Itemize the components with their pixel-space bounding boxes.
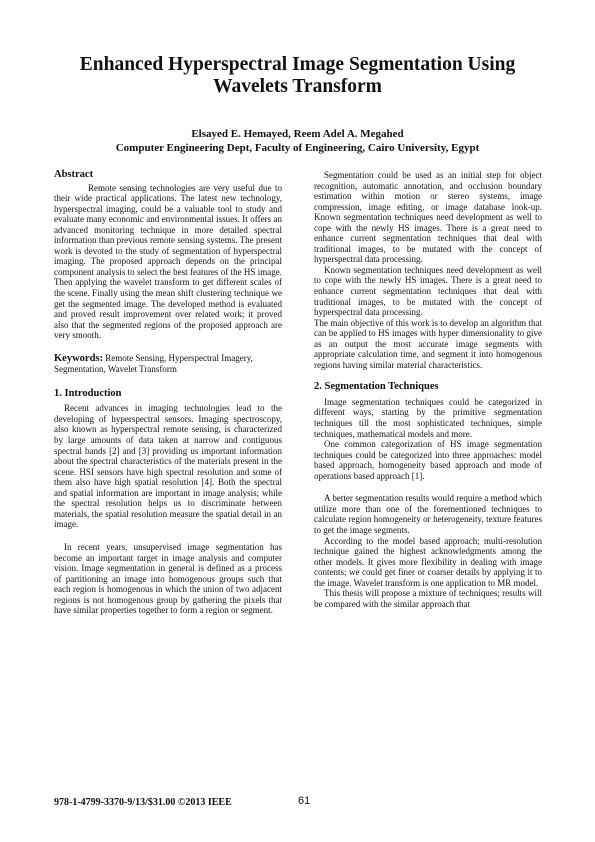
right-paragraph-3: The main objective of this work is to develop an algorithm that can be applied to HS images with hyper dimensionality to give as an output the most accurate image segments with appropriate calculation time, and segment it into homogenous regions having similar material characteristics.: [314, 317, 542, 370]
keywords-label: Keywords:: [54, 352, 103, 364]
keywords: [54, 353, 282, 375]
page-number: 61: [298, 795, 311, 807]
keywords-text: Remote Sensing, Hyperspectral Imagery, Segmentation, Wavelet Transform: [54, 352, 253, 375]
right-paragraph-1: Segmentation could be used as an initial step for object recognition, automatic annotation, and occlusion boundary estimation within motion or stereo systems, image compression, image editing, or image database look-up. Known segmentation techniques need development as well to cope with the newly HS images. There is a great need to enhance current segmentation techniques that deal with traditional images, to be mutated with the concept of hyperspectral data processing.: [314, 170, 542, 265]
author-block: [40, 127, 555, 155]
section-2-paragraph-5: This thesis will propose a mixture of techniques; results will be compared with the similar approach that: [314, 588, 542, 609]
section-2-paragraph-3: A better segmentation results would require a method which utilize more than one of the forementioned techniques to calculate region homogeneity or heterogeneity, texture features to get the image segments.: [314, 493, 542, 535]
abstract-text: Remote sensing technologies are very useful due to their wide practical applications. The latest new technology, hyperspectral imaging, could be a valuable tool to study and evaluate many economic and environmental issues. It offers an advanced monitoring technique in more detailed spectral information than previous remote sensing systems. The present work is devoted to the study of segmentation of hyperspectral imaging. The proposed approach depends on the principal component analysis to select the best features of the HS image. Then applying the wavelet transform to get different scales of the scene. Finally using the mean shift clustering technique we get the segmented image. The developed method is evaluated and proved result improvement over related work; it proved also that the segmented regions of the proposed approach are very smooth.: [54, 182, 282, 341]
left-column: [54, 170, 282, 616]
section-2-heading: 2. Segmentation Techniques: [314, 381, 439, 393]
right-column: [314, 170, 542, 609]
right-paragraph-2: Known segmentation techniques need development as well to cope with the newly HS images. There is a great need to enhance current segmentation techniques that deal with traditional images, to be mutated with the concept of hyperspectral data processing.: [314, 264, 542, 318]
section-1-paragraph-1: Recent advances in imaging technologies lead to the developing of hyperspectral sensors. Imaging spectroscopy, also known as hyperspectral remote sensing, is characterized by large amounts of data taken at narrow and contiguous spectral bands [2] and [3] providing us important information about the spectral characteristics of the materials present in the scene. HSI sensors have high spectral resolution and some of them also have high spatial resolution [4]. Both the spectral and spatial information are important in image analysis; while the spectral resolution helps us to discriminate between materials, the spatial resolution measure the spatial detail in an image.: [54, 403, 282, 530]
abstract-heading: Abstract: [54, 169, 94, 180]
copyright-footer: 978-1-4799-3370-9/13/$31.00 ©2013 IEEE: [54, 797, 232, 808]
section-1-paragraph-2: In recent years, unsupervised image segmentation has become an important target in image analysis and computer vision. Image segmentation in general is defined as a process of partitioning an image into homogenous groups such that each region is homogenous in which the union of two adjacent regions is not homogenous group by gathering the pixels that have similar properties together to form a region or segment.: [54, 541, 282, 616]
paper-title: [40, 54, 555, 98]
affiliation: Computer Engineering Dept, Faculty of Engineering, Cairo University, Egypt: [115, 142, 480, 154]
section-2-paragraph-2: One common categorization of HS image segmentation techniques could be categorized into three approaches: model based approach, homogeneity based approach and mode of operations based approach [1].: [314, 439, 542, 481]
section-2-paragraph-4: According to the model based approach; multi-resolution technique gained the highest acknowledgments among the other models. It gives more flexibility in dealing with image contents; we could get finer or coarser details by applying it to the image. Wavelet transform is one application to MR model.: [314, 535, 542, 588]
section-1-heading: 1. Introduction: [54, 387, 122, 399]
section-2-paragraph-1: Image segmentation techniques could be categorized in different ways, starting by the primitive segmentation techniques till the most sophisticated techniques, simple techniques, mathematical models and more.: [314, 396, 542, 439]
author-names: Elsayed E. Hemayed, Reem Adel A. Megahed: [191, 128, 404, 140]
title-line-1: Enhanced Hyperspectral Image Segmentation Using: [79, 54, 516, 75]
title-line-2: Wavelets Transform: [213, 76, 382, 97]
